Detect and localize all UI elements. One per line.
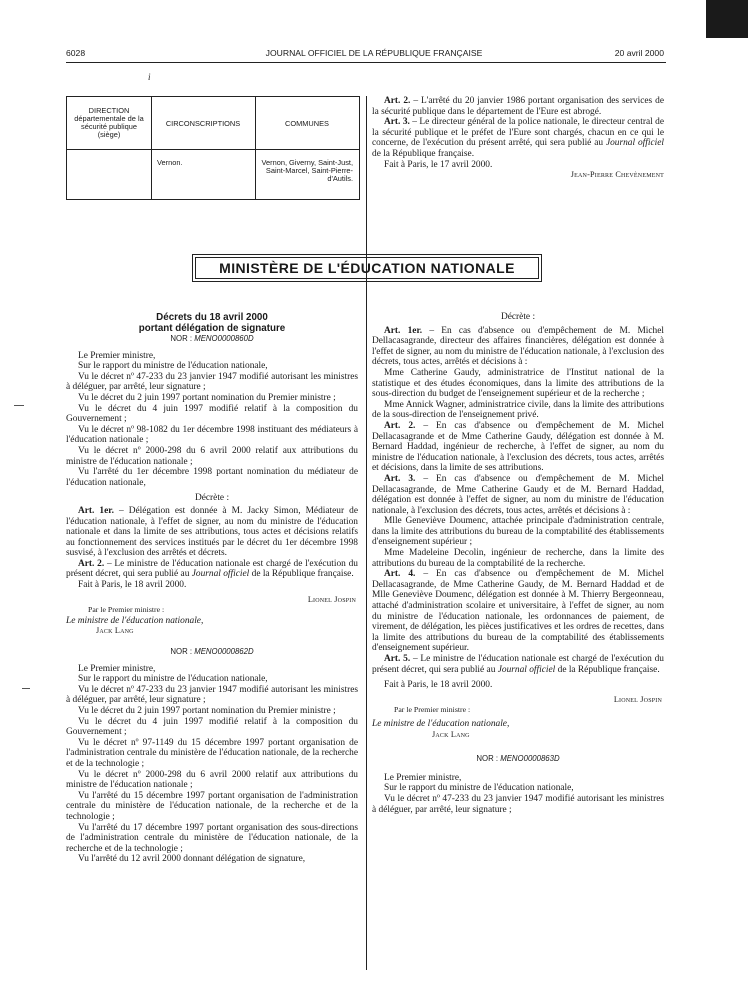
signature: Jean-Pierre Chevènement — [570, 170, 664, 180]
article-label: Art. 2. — [384, 96, 411, 106]
signature: Lionel Jospin — [613, 694, 662, 704]
left-column: Décrets du 18 avril 2000 portant délégation de signature NOR : MENO0000860D Le Premier ministre, Sur le rapport du ministre de l'éducation nationale, Vu le décret nº 47-233 du 23 janvier 1947 modifié autorisant les ministres à déléguer, par arrêté, leur signature ; Vu le décret du 2 juin 1997 portant nomination du Premier ministre ; Vu le décret du 4 juin 1997 modifié relatif à la composition du Gouvernement ; Vu le décret nº 98-1082 du 1er décembre 1998 instituant des médiateurs à l'éducation nationale ; Vu le décret nº 2000-298 du 6 avril 2000 relatif aux attributions du ministre de l'éducation nationale ; Vu l'arrêté du 1er décembre 1998 portant nomination du médiateur de l'éducation nationale, Décrète : Art. 1er. – Délégation est donnée à M. Jacky Simon, Médiateur de l'éducation nationale, à l'effet de signer, au nom du ministre de l'éducation nationale et dans la limite de ses attributions, tous actes et décisions relatifs au fonctionnement des services institués par le décret du 1er décembre 1998 susvisé, à l'exclusion des arrêtés et décrets. Art. 2. – Le ministre de l'éducation nationale est chargé de l'exécution du présent décret, qui sera publié au Journal officiel de la République française. Fait à Paris, le 18 avril 2000. Lionel Jospin Par le Premier ministre : Le ministre de l'éducation nationale, Jack Lang NOR : MENO0000862D Le Premier ministre, Sur le rapport du ministre de l'éducation nationale, Vu le décret nº 47-233 du 23 janvier 1947 modifié autorisant les ministres à déléguer, par arrêté, leur signature ; Vu le décret du 2 juin 1997 portant nomination du Premier ministre ; Vu le décret du 4 juin 1997 modifié relatif à la composition du Gouvernement ; Vu le décret nº 97-1149 du 15 décembre 1997 portant organisation de l'administration centrale du ministère de l'éducation nationale, de la recherche et de la technologie ; Vu le décret nº 2000-298 du 6 avril 2000 relatif aux attributions du ministre de l'éducation nationale ; Vu l'arrêté du 15 décembre 1997 portant organisation de l'administration centrale du ministère de l'éducation nationale, de la recherche et de la technologie ; Vu l'arrêté du 17 décembre 1997 portant organisation des sous-directions de l'administration centrale du ministère de l'éducation nationale, de la recherche et de la technologie ; Vu l'arrêté du 12 avril 2000 donnant délégation de signature, — [66, 312, 359, 865]
nor-reference: NOR : MENO0000862D — [170, 647, 254, 657]
article-3-paragraph: Art. 3. – Le directeur général de la police nationale, le directeur central de la sécurité publique et le préfet de l'Eure sont chargés, chacun en ce qui le concerne, de l'exécution du présent arrêté, qui sera publié au Journal officiel de la République française. — [372, 117, 665, 159]
done-at: Fait à Paris, le 17 avril 2000. — [384, 159, 493, 170]
table-header-communes: COMMUNES — [285, 119, 329, 128]
article-label: Art. 3. — [384, 117, 410, 128]
table-col-divider — [255, 97, 256, 199]
decrete-heading: Décrète : — [500, 312, 536, 322]
done-at: Fait à Paris, le 18 avril 2000. — [384, 680, 493, 691]
ministry-heading-box — [192, 254, 542, 282]
right-column: Décrète : Art. 1er. – En cas d'absence ou d'empêchement de M. Michel Dellacasagrande, directeur des affaires financières, délégation est donnée à l'effet de signer, au nom du ministre de l'éducation nationale, à l'exclusion des décrets, tous actes, arrêtés et décisions à : Mme Catherine Gaudy, administratrice de l'Institut national de la statistique et des études économiques, dans la limite des attributions de la sous-direction du budget de l'enseignement supérieur et de la recherche ; Mme Annick Wagner, administratrice civile, dans la limite des attributions de la sous-direction de l'enseignement privé. Art. 2. – En cas d'absence ou d'empêchement de M. Michel Dellacasagrande et de Mme Catherine Gaudy, délégation est donnée à M. Bernard Haddad, ingénieur de recherche, à l'effet de signer, au nom du ministre de l'éducation nationale, à l'exclusion des décrets, tous actes, arrêtés et décisions, dans la limite de ses attributions. Art. 3. – En cas d'absence ou d'empêchement de M. Michel Dellacasagrande, de Mme Catherine Gaudy et de M. Bernard Haddad, délégation est donnée à l'effet de signer, au nom du ministre de l'éducation nationale, à l'exclusion des décrets, tous actes, arrêtés et décisions à : Mlle Geneviève Doumenc, attachée principale d'administration centrale, dans la limite des attributions du bureau de la comptabilité des établissements d'enseignement supérieur ; Mme Madeleine Decolin, ingénieur de recherche, dans la limite des attributions du bureau de la comptabilité de la recherche. Art. 4. – En cas d'absence ou d'empêchement de M. Michel Dellacasagrande, de Mme Catherine Gaudy, de M. Bernard Haddad et de Mlle Geneviève Doumenc, délégation est donnée à M. Thierry Bergeonneau, attaché d'administration scolaire et universitaire, à l'effet de signer, au nom du ministre de l'éducation nationale, les ordonnances de paiement, de virement, de délégation, les pièces justificatives et les ordres de recettes, dans la limite des attributions du bureau de la comptabilité des établissements d'enseignement supérieur. Art. 5. – Le ministre de l'éducation nationale est chargé de l'exécution du présent décret, qui sera publié au Journal officiel de la République française. Fait à Paris, le 18 avril 2000. Lionel Jospin Par le Premier ministre : Le ministre de l'éducation nationale, Jack Lang NOR : MENO0000863D Le Premier ministre, Sur le rapport du ministre de l'éducation nationale, Vu le décret nº 47-233 du 23 janvier 1947 modifié autorisant les ministres à déléguer, par arrêté, leur signature ; — [372, 312, 665, 815]
margin-tick — [22, 688, 30, 689]
decrete-heading: Décrète : — [194, 493, 230, 504]
table-header-circonscriptions: CIRCONSCRIPTIONS — [165, 119, 241, 128]
article-2-paragraph: Art. 2. – Le ministre de l'éducation nationale est chargé de l'exécution du présent décret, qui sera publié au Journal officiel de la République française. — [66, 558, 358, 580]
table-cell-communes: Vernon, Giverny, Saint-Just, Saint-Marcel, Saint-Pierre-d'Autils. — [261, 158, 353, 183]
article-2-paragraph: Art. 2. – L'arrêté du 20 janvier 1986 portant organisation des services de la sécurité publique dans le département de l'Eure est abrogé. — [372, 96, 664, 117]
decree-subtitle: portant délégation de signature — [138, 323, 286, 334]
arrete-end-block — [372, 96, 664, 181]
page-number: 6028 — [66, 48, 86, 58]
signature: Lionel Jospin — [307, 594, 356, 604]
signature: Jack Lang — [432, 729, 470, 739]
done-at: Fait à Paris, le 18 avril 2000. — [78, 580, 187, 591]
nor-reference: NOR : MENO0000860D — [170, 334, 254, 343]
column-rule — [366, 96, 367, 970]
article-2-paragraph: Art. 2. – En cas d'absence ou d'empêchement de M. Michel Dellacasagrande et de Mme Catherine Gaudy, délégation est donnée à M. Bernard Haddad, ingénieur de recherche, à l'effet de signer, au nom du ministre de l'éducation nationale, à l'exclusion des décrets, tous actes, arrêtés et décisions, dans la limite de ses attributions. — [372, 420, 664, 474]
table-header-rule — [67, 149, 359, 150]
margin-mark: i — [148, 72, 151, 82]
decree-title: Décrets du 18 avril 2000 — [156, 312, 268, 323]
table-col-divider — [151, 97, 152, 199]
table-cell-circonscription: Vernon. — [157, 158, 183, 167]
nor-reference: NOR : MENO0000863D — [476, 754, 560, 764]
article-3-paragraph: Art. 3. – En cas d'absence ou d'empêchement de M. Michel Dellacasagrande, de Mme Catherine Gaudy et de M. Bernard Haddad, délégation est donnée à l'effet de signer, au nom du ministre de l'éducation nationale, à l'exclusion des décrets, tous actes, arrêtés et décisions à : — [372, 473, 664, 516]
signature: Jack Lang — [96, 626, 134, 636]
article-1-paragraph: Art. 1er. – En cas d'absence ou d'empêchement de M. Michel Dellacasagrande, directeur des affaires financières, délégation est donnée à l'effet de signer, au nom du ministre de l'éducation nationale, à l'exclusion des décrets, tous actes, arrêtés et décisions à : — [372, 325, 665, 368]
article-4-paragraph: Art. 4. – En cas d'absence ou d'empêchement de M. Michel Dellacasagrande, de Mme Catherine Gaudy, de M. Bernard Haddad et de Mlle Geneviève Doumenc, délégation est donnée à M. Thierry Bergeonneau, attaché d'administration scolaire et universitaire, à l'effet de signer, au nom du ministre de l'éducation nationale, les ordonnances de paiement, de virement, de délégation, les pièces justificatives et les ordres de recettes, dans la limite des attributions du bureau de la comptabilité des établissements d'enseignement supérieur. — [372, 569, 664, 654]
margin-tick — [14, 405, 24, 406]
issue-date: 20 avril 2000 — [614, 48, 664, 58]
article-1-paragraph: Art. 1er. – Délégation est donnée à M. Jacky Simon, Médiateur de l'éducation nationale, à l'effet de signer, au nom du ministre de l'éducation nationale et dans la limite de ses attributions, tous actes et décisions relatifs au fonctionnement des services institués par le décret du 1er décembre 1998 susvisé, à l'exclusion des arrêtés et décrets. — [66, 505, 359, 559]
journal-title: JOURNAL OFFICIEL DE LA RÉPUBLIQUE FRANÇAISE — [265, 48, 483, 58]
header-rule — [66, 62, 666, 63]
table-header-direction: DIRECTION départementale de la sécurité publique (siège) — [74, 106, 144, 139]
circonscriptions-table — [66, 96, 360, 200]
corner-mark — [706, 0, 748, 38]
ministry-heading: MINISTÈRE DE L'ÉDUCATION NATIONALE — [195, 257, 539, 279]
article-5-paragraph: Art. 5. – Le ministre de l'éducation nationale est chargé de l'exécution du présent décret, qui sera publié au Journal officiel de la République française. — [372, 654, 664, 675]
